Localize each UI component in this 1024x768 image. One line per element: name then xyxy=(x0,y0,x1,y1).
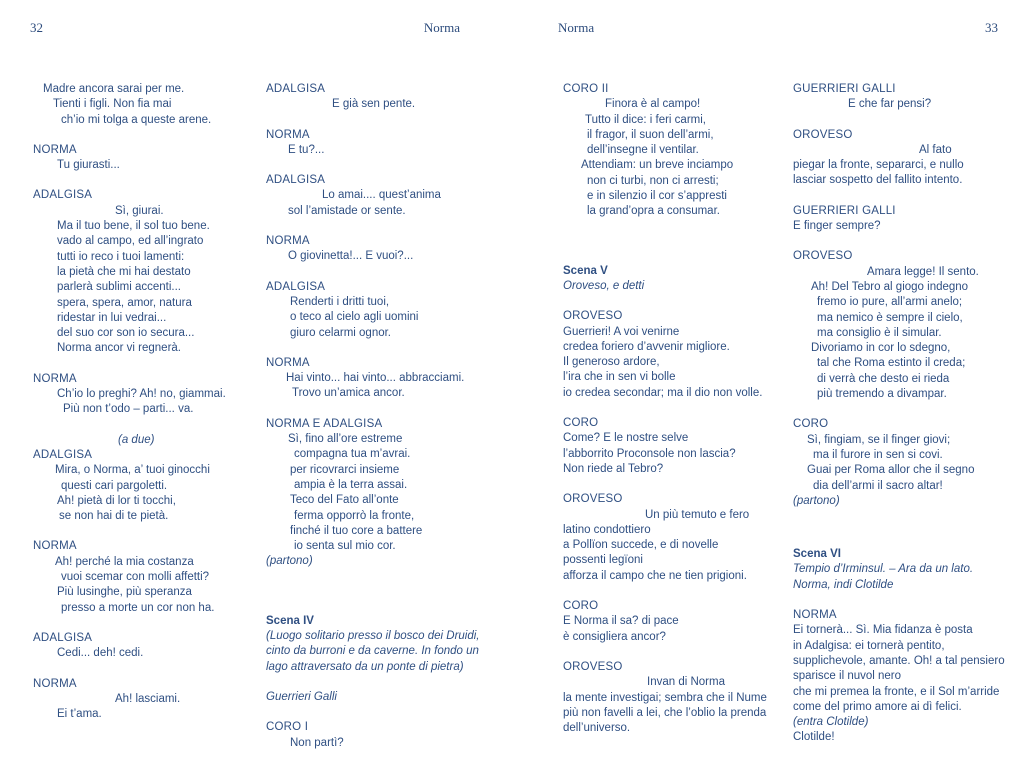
verse-line: E tu?... xyxy=(288,143,325,156)
verse-line: Teco del Fato all’onte xyxy=(290,494,399,507)
verse-line: Sì, giurai. xyxy=(115,204,164,217)
verse-line: lasciar sospetto del fallito intento. xyxy=(793,174,963,187)
speaker-name: NORMA xyxy=(33,677,77,690)
speaker-name: NORMA E ADALGISA xyxy=(266,417,383,430)
spacer xyxy=(266,675,492,690)
column-4 xyxy=(793,82,1023,746)
verse-line: dell’universo. xyxy=(563,722,631,735)
spacer xyxy=(563,220,781,264)
verse-line: presso a morte un cor non ha. xyxy=(61,601,215,614)
verse-line: E finger sempre? xyxy=(793,220,881,233)
speaker-name: ADALGISA xyxy=(33,448,93,461)
verse-line: la grand’opra a consumar. xyxy=(587,205,720,218)
verse-line: Non partì? xyxy=(290,736,344,749)
speaker-name: ADALGISA xyxy=(266,174,326,187)
verse-line: per ricovrarci insieme xyxy=(290,463,400,476)
scene-description: lago attraversato da un ponte di pietra) xyxy=(266,660,464,673)
verse-line: Trovo un’amica ancor. xyxy=(292,387,405,400)
verse-line: dell’insegne il ventilar. xyxy=(587,144,699,157)
verse-line: credea foriero d’avvenir migliore. xyxy=(563,340,730,353)
verse-line: l’ira che in sen vi bolle xyxy=(563,371,676,384)
verse-line: l’abborrito Proconsole non lascia? xyxy=(563,447,736,460)
spacer xyxy=(266,570,492,614)
verse-line: Amara legge! Il sento. xyxy=(867,265,979,278)
spacer xyxy=(563,584,781,599)
verse-line: giuro celarmi ognor. xyxy=(290,326,391,339)
running-head-right: Norma xyxy=(558,20,595,35)
speaker-name: NORMA xyxy=(33,540,77,553)
spacer xyxy=(33,418,253,433)
scene-description: Tempio d’Irminsul. – Ara da un lato. xyxy=(793,563,974,576)
scene-heading: Scena V xyxy=(563,264,608,277)
spacer xyxy=(793,593,1023,608)
verse-line: in Adalgisa: ei tornerà pentito, xyxy=(793,639,945,652)
verse-line: Hai vinto... hai vinto... abbracciami. xyxy=(286,372,465,385)
verse-line: vado al campo, ed all’ingrato xyxy=(57,235,204,248)
verse-line: questi cari pargoletti. xyxy=(61,479,168,492)
stage-direction: (entra Clotilde) xyxy=(793,716,869,729)
speaker-name: OROVESO xyxy=(563,660,623,673)
page-number-right: 33 xyxy=(985,20,998,35)
speaker-name: NORMA xyxy=(266,356,310,369)
verse-line: possenti legïoni xyxy=(563,554,643,567)
speaker-name: ADALGISA xyxy=(266,280,326,293)
verse-line: Guerrieri! A voi venirne xyxy=(563,325,680,338)
verse-line: afforza il campo che ne tien prigioni. xyxy=(563,569,747,582)
verse-line: Ma il tuo bene, il sol tuo bene. xyxy=(57,220,210,233)
verse-line: sparisce il nuvol nero xyxy=(793,670,902,683)
spacer xyxy=(266,113,492,128)
verse-line: latino condottiero xyxy=(563,523,651,536)
speaker-name: OROVESO xyxy=(793,250,853,263)
verse-line: Renderti i dritti tuoi, xyxy=(290,295,390,308)
speaker-name: CORO xyxy=(563,600,599,613)
verse-line: Norma ancor vi regnerà. xyxy=(57,342,181,355)
spacer xyxy=(266,402,492,417)
verse-line: Più lusinghe, più speranza xyxy=(57,586,192,599)
verse-line: Più non t’odo – parti... va. xyxy=(63,403,194,416)
speaker-name: NORMA xyxy=(266,235,310,248)
verse-line: vuoi scemar con molli affetti? xyxy=(61,571,210,584)
speaker-name: GUERRIERI GALLI xyxy=(793,83,896,95)
verse-line: del suo cor son io secura... xyxy=(57,327,195,340)
scene-heading: Scena IV xyxy=(266,614,314,627)
spacer xyxy=(33,357,253,372)
verse-line: piegar la fronte, separarci, e nullo xyxy=(793,159,964,172)
verse-line: fremo io pure, all’armi anelo; xyxy=(817,296,963,309)
stage-direction: (partono) xyxy=(266,555,313,568)
verse-line: Sì, fino all’ore estreme xyxy=(288,433,403,446)
verse-line: Ah! lasciami. xyxy=(115,692,181,705)
verse-line: ma consiglio è il simular. xyxy=(817,326,942,339)
scene-description: Oroveso, e detti xyxy=(563,279,645,292)
spacer xyxy=(793,402,1023,417)
spacer xyxy=(563,294,781,309)
verse-line: Tu giurasti... xyxy=(57,159,120,172)
speaker-name: OROVESO xyxy=(793,128,853,141)
stage-direction: (partono) xyxy=(793,494,840,507)
running-head-left: Norma xyxy=(423,20,460,35)
speaker-name: OROVESO xyxy=(563,310,623,323)
spacer xyxy=(793,113,1023,128)
column-3 xyxy=(563,82,781,746)
scene-description: Guerrieri Galli xyxy=(266,690,337,703)
speaker-name: NORMA xyxy=(33,372,77,385)
verse-line: Ch’io lo preghi? Ah! no, giammai. xyxy=(57,388,226,401)
speaker-name: CORO I xyxy=(266,721,309,734)
verse-line: o teco al cielo agli uomini xyxy=(290,311,419,324)
verse-line: tutti io reco i tuoi lamenti: xyxy=(57,250,185,263)
verse-line: E che far pensi? xyxy=(848,98,932,111)
verse-line: è consigliera ancor? xyxy=(563,630,666,643)
verse-line: ma il furore in sen si covi. xyxy=(813,448,943,461)
spacer xyxy=(33,662,253,677)
column-1 xyxy=(33,82,253,751)
spacer xyxy=(563,477,781,492)
verse-line: Guai per Roma allor che il segno xyxy=(807,464,975,477)
verse-line: supplichevole, amante. Oh! a tal pensiero xyxy=(793,654,1005,667)
verse-line: Attendiam: un breve inciampo xyxy=(581,159,734,172)
spacer xyxy=(266,158,492,173)
spacer xyxy=(33,616,253,631)
speaker-name: OROVESO xyxy=(563,493,623,506)
page-number-left: 32 xyxy=(30,20,43,35)
spacer xyxy=(266,265,492,280)
verse-line: E già sen pente. xyxy=(332,98,416,111)
verse-line: di verrà che desto ei rieda xyxy=(817,372,950,385)
column-2 xyxy=(266,82,492,751)
scene-description: (Luogo solitario presso il bosco dei Druidi, xyxy=(266,630,480,643)
speaker-name: GUERRIERI GALLI xyxy=(793,204,896,217)
verse-line: O giovinetta!... E vuoi?... xyxy=(288,250,414,263)
verse-line: ampia è la terra assai. xyxy=(294,478,408,491)
scene-description: cinto da burroni e da caverne. In fondo un xyxy=(266,645,479,658)
verse-line: io credea secondar; ma il dio non volle. xyxy=(563,386,763,399)
verse-line: Divoriamo in cor lo sdegno, xyxy=(811,342,951,355)
verse-line: Non riede al Tebro? xyxy=(563,462,664,475)
spacer xyxy=(563,645,781,660)
verse-line: compagna tua m’avrai. xyxy=(294,448,411,461)
speaker-name: CORO II xyxy=(563,83,609,95)
verse-line: a Pollïon succede, e di novelle xyxy=(563,539,719,552)
page-left-header xyxy=(0,20,512,36)
verse-line: Tutto il dice: i feri carmi, xyxy=(585,113,706,126)
scene-heading: Scena VI xyxy=(793,548,841,561)
spacer xyxy=(793,189,1023,204)
spacer xyxy=(33,128,253,143)
verse-line: finché il tuo core a battere xyxy=(290,524,423,537)
verse-line: Mira, o Norma, a’ tuoi ginocchi xyxy=(55,464,210,477)
page-right xyxy=(512,0,1024,768)
spacer xyxy=(266,705,492,720)
verse-line: più tremendo a divampar. xyxy=(817,388,947,401)
verse-line: Madre ancora sarai per me. xyxy=(43,83,185,95)
speaker-name: CORO xyxy=(563,417,599,430)
verse-line: Ah! perché la mia costanza xyxy=(55,555,194,568)
speaker-name: NORMA xyxy=(33,143,77,156)
verse-line: il fragor, il suon dell’armi, xyxy=(587,128,714,141)
spacer xyxy=(266,219,492,234)
page-left-columns xyxy=(0,82,512,751)
verse-line: Sì, fingiam, se il finger giovi; xyxy=(807,433,951,446)
page-right-columns xyxy=(512,82,1024,746)
verse-line: la mente investigai; sembra che il Nume xyxy=(563,691,767,704)
verse-line: più non favelli a lei, che l’oblio la prenda xyxy=(563,706,767,719)
verse-line: Ei t’ama. xyxy=(57,708,102,721)
spacer xyxy=(793,234,1023,249)
spacer xyxy=(33,173,253,188)
verse-line: spera, spera, amor, natura xyxy=(57,296,192,309)
verse-line: Finora è al campo! xyxy=(605,98,701,111)
verse-line: Cedi... deh! cedi. xyxy=(57,647,144,660)
verse-line: la pietà che mi hai destato xyxy=(57,265,191,278)
verse-line: come del primo amore ai dì felici. xyxy=(793,700,962,713)
verse-line: parlerà sublimi accenti... xyxy=(57,281,181,294)
verse-line: dia dell’armi il sacro altar! xyxy=(813,479,943,492)
verse-line: e in silenzio il cor s’appresti xyxy=(587,190,727,203)
verse-line: Ei tornerà... Sì. Mia fidanza è posta xyxy=(793,624,973,637)
speaker-name: ADALGISA xyxy=(266,83,326,95)
verse-line: se non hai di te pietà. xyxy=(59,510,169,523)
verse-line: Clotilde! xyxy=(793,731,835,744)
verse-line: Il generoso ardore, xyxy=(563,356,660,369)
verse-line: sol l’amistade or sente. xyxy=(288,204,406,217)
verse-line: non ci turbi, non ci arresti; xyxy=(587,174,719,187)
verse-line: ch’io mi tolga a queste arene. xyxy=(61,113,212,126)
verse-line: Un più temuto e fero xyxy=(645,508,750,521)
verse-line: che mi premea la fronte, e il Sol m’arride xyxy=(793,685,1000,698)
stage-direction: (a due) xyxy=(118,433,155,446)
verse-line: E Norma il sa? di pace xyxy=(563,615,679,628)
speaker-name: CORO xyxy=(793,418,829,431)
verse-line: ridestar in lui vedrai... xyxy=(57,311,167,324)
speaker-name: NORMA xyxy=(793,609,837,622)
verse-line: Tienti i figli. Non fia mai xyxy=(53,98,172,111)
verse-line: ferma opporrò la fronte, xyxy=(294,509,415,522)
spacer xyxy=(33,524,253,539)
page-right-header xyxy=(512,20,1024,36)
verse-line: Come? E le nostre selve xyxy=(563,432,689,445)
spacer xyxy=(563,401,781,416)
speaker-name: ADALGISA xyxy=(33,631,93,644)
spacer xyxy=(266,341,492,356)
speaker-name: ADALGISA xyxy=(33,189,93,202)
speaker-name: NORMA xyxy=(266,128,310,141)
verse-line: Ah! pietà di lor ti tocchi, xyxy=(57,494,176,507)
verse-line: Lo amai.... quest’anima xyxy=(322,189,441,202)
scene-description: Norma, indi Clotilde xyxy=(793,578,894,591)
verse-line: Invan di Norma xyxy=(647,676,725,689)
verse-line: ma nemico è sempre il cielo, xyxy=(817,311,963,324)
verse-line: tal che Roma estinto il creda; xyxy=(817,357,966,370)
verse-line: Ah! Del Tebro al giogo indegno xyxy=(811,280,969,293)
spacer xyxy=(793,509,1023,547)
verse-line: Al fato xyxy=(919,143,952,156)
verse-line: io senta sul mio cor. xyxy=(294,540,396,553)
